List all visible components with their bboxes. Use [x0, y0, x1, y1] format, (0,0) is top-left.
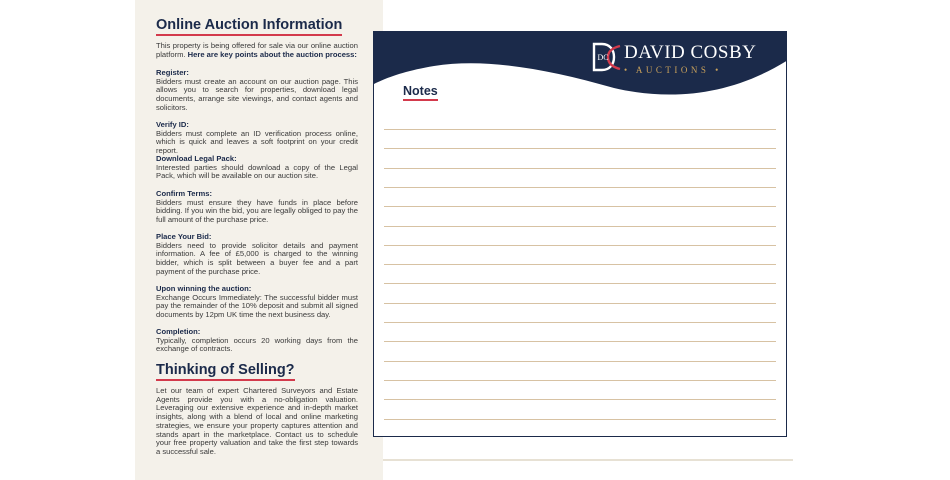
- logo: [624, 42, 756, 75]
- step-upon-winning: [156, 285, 358, 320]
- footer-divider: [383, 459, 793, 461]
- step-title: Verify ID:: [156, 120, 189, 129]
- thinking-of-selling-heading: Thinking of Selling?: [156, 362, 295, 381]
- note-line: [384, 187, 776, 188]
- step-title: Place Your Bid:: [156, 232, 212, 241]
- step-register: [156, 69, 358, 113]
- note-line: [384, 264, 776, 265]
- note-line: [384, 399, 776, 400]
- intro-paragraph: [156, 42, 358, 59]
- step-text: Interested parties should download a copy of the Legal Pack, which will be available on our auction site.: [156, 162, 358, 181]
- note-line: [384, 168, 776, 169]
- notes-card: [373, 31, 787, 437]
- step-text: Bidders need to provide solicitor details and payment information. A fee of £5,000 is charged to the winning bidder, which is split between a buyer fee and a part payment of the purchase price.: [156, 240, 358, 276]
- logo-monogram-text: DC: [597, 53, 609, 62]
- step-text: Exchange Occurs Immediately: The successful bidder must pay the remainder of the 10% deposit and submit all signed documents by 12pm UK time the next business day.: [156, 292, 358, 320]
- note-line: [384, 148, 776, 149]
- logo-subtitle: • AUCTIONS •: [624, 65, 722, 75]
- step-title: Confirm Terms:: [156, 189, 212, 198]
- step-text: Bidders must create an account on our auction page. This allows you to search for properties, download legal documents, arrange site viewings, and contact agents and solicitors.: [156, 76, 358, 112]
- step-confirm-terms: [156, 190, 358, 225]
- step-text: Bidders must ensure they have funds in place before bidding. If you win the bid, you are legally obliged to pay the full amount of the purchase price.: [156, 197, 358, 225]
- step-verify-id: [156, 121, 358, 156]
- note-line: [384, 303, 776, 304]
- note-line: [384, 419, 776, 420]
- step-title: Completion:: [156, 327, 201, 336]
- notes-title: Notes: [403, 84, 438, 101]
- step-text: Typically, completion occurs 20 working days from the exchange of contracts.: [156, 335, 358, 354]
- note-line: [384, 206, 776, 207]
- note-line: [384, 380, 776, 381]
- online-auction-heading: Online Auction Information: [156, 17, 342, 36]
- step-title: Upon winning the auction:: [156, 284, 252, 293]
- note-line: [384, 283, 776, 284]
- note-line: [384, 322, 776, 323]
- note-line: [384, 341, 776, 342]
- step-completion: [156, 328, 358, 354]
- note-line: [384, 245, 776, 246]
- auction-info-panel: [135, 0, 383, 480]
- selling-paragraph: Let our team of expert Chartered Surveyors and Estate Agents provide you with a no-obligation valuation. Leveraging our extensive experience and in-depth market insights, along with a blend of local and online marketing strategies, we ensure your property captures attention and stands apart in the marketplace. Contact us to schedule your free property valuation and take the first step towards a successful sale.: [156, 386, 358, 456]
- step-download-legal-pack: [156, 155, 358, 181]
- note-line: [384, 226, 776, 227]
- intro-bold-text: Here are key points about the auction process:: [187, 49, 357, 59]
- step-title: Download Legal Pack:: [156, 154, 237, 163]
- step-title: Register:: [156, 68, 189, 77]
- note-line: [384, 129, 776, 130]
- step-text: Bidders must complete an ID verification process online, which is quick and leaves a soft footprint on your credit report.: [156, 128, 358, 156]
- step-place-your-bid: [156, 233, 358, 277]
- logo-name: DAVID COSBY: [624, 42, 757, 63]
- intro-text: This property is being offered for sale via our online auction platform.: [156, 41, 358, 59]
- note-line: [384, 361, 776, 362]
